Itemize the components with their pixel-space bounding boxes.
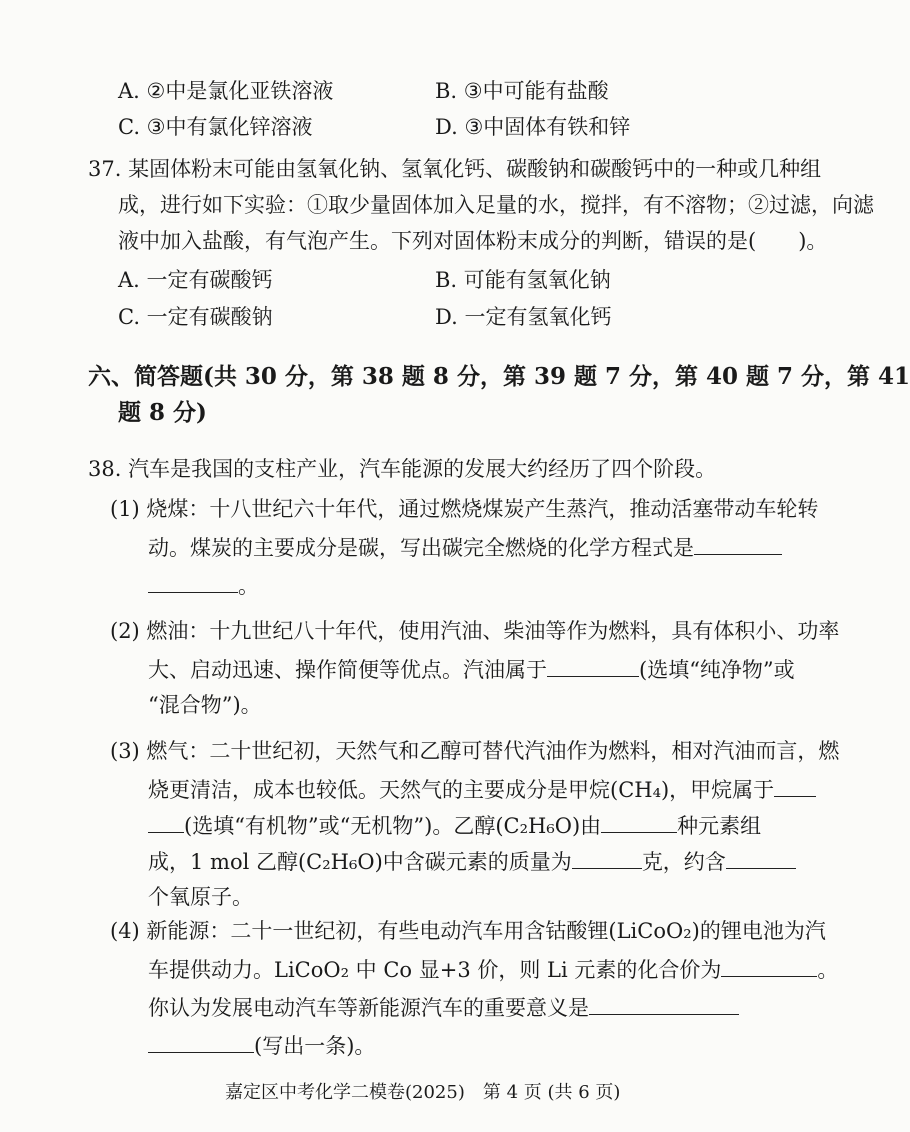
answer-blank-li-valence[interactable] [721, 954, 817, 977]
answer-blank-significance-1[interactable] [589, 992, 739, 1015]
q38-part3-text-b: (选填“有机物”或“无机物”)。乙醇(C₂H₆O)由 [184, 814, 602, 838]
answer-blank-gasoline[interactable] [547, 654, 639, 677]
q38-part3-text-c: 种元素组 [677, 814, 762, 838]
q36-option-a: A. ②中是氯化亚铁溶液 [118, 79, 334, 103]
answer-blank-equation-2[interactable] [148, 570, 238, 593]
q38-part3-line2 [148, 774, 816, 805]
q36-option-b: B. ③中可能有盐酸 [435, 79, 609, 103]
q38-part3-line5: 个氧原子。 [148, 885, 253, 909]
q38-part4-text-b: 。 [817, 958, 839, 982]
q38-part1-line3 [148, 570, 259, 601]
q37-stem-line2: 成，进行如下实验：①取少量固体加入足量的水，搅拌，有不溶物；②过滤，向滤 [118, 193, 874, 217]
q38-intro: 38. 汽车是我国的支柱产业，汽车能源的发展大约经历了四个阶段。 [88, 457, 717, 481]
q37-option-b: B. 可能有氢氧化钠 [435, 268, 611, 292]
page-footer: 嘉定区中考化学二模卷(2025) 第 4 页 (共 6 页) [225, 1082, 621, 1103]
q38-part4-line2 [148, 954, 838, 985]
q38-part3-line4 [148, 846, 796, 877]
answer-blank-significance-2[interactable] [148, 1030, 254, 1053]
q37-option-a: A. 一定有碳酸钙 [118, 268, 273, 292]
q38-part3-line3 [148, 810, 761, 841]
answer-blank-carbon-mass[interactable] [572, 846, 642, 869]
q38-part2-text-b: (选填“纯净物”或 [639, 658, 795, 682]
answer-blank-elements[interactable] [601, 810, 677, 833]
q38-part2-line2 [148, 654, 795, 685]
q38-part2-line3: “混合物”)。 [148, 693, 262, 717]
q38-part1-line1: (1) 烧煤：十八世纪六十年代，通过燃烧煤炭产生蒸汽，推动活塞带动车轮转 [110, 497, 819, 521]
q38-part4-text-d: (写出一条)。 [254, 1034, 376, 1058]
q38-part2-line1: (2) 燃油：十九世纪八十年代，使用汽油、柴油等作为燃料，具有体积小、功率 [110, 619, 840, 643]
answer-blank-methane-2[interactable] [148, 810, 184, 833]
q38-part4-line3 [148, 992, 739, 1023]
q38-part4-text-c: 你认为发展电动汽车等新能源汽车的重要意义是 [148, 996, 589, 1020]
q38-part3-line1: (3) 燃气：二十世纪初，天然气和乙醇可替代汽油作为燃料，相对汽油而言，燃 [110, 739, 840, 763]
q38-part2-text-a: 大、启动迅速、操作简便等优点。汽油属于 [148, 658, 547, 682]
answer-blank-equation-1[interactable] [694, 532, 782, 555]
section-heading-line1: 六、简答题(共 30 分，第 38 题 8 分，第 39 题 7 分，第 40 题 7 分，第 41 [88, 363, 910, 390]
q37-stem-line3: 液中加入盐酸，有气泡产生。下列对固体粉末成分的判断，错误的是( )。 [118, 229, 828, 253]
q37-option-d: D. 一定有氢氧化钙 [435, 305, 612, 329]
answer-blank-oxygen-atoms[interactable] [726, 846, 796, 869]
q38-part1-line2 [148, 532, 782, 563]
q38-part3-text-e: 克，约含 [641, 850, 726, 874]
q38-part4-line1: (4) 新能源：二十一世纪初，有些电动汽车用含钴酸锂(LiCoO₂)的锂电池为汽 [110, 919, 826, 943]
q38-part1-end: 。 [238, 574, 259, 598]
q37-stem-line1: 37. 某固体粉末可能由氢氧化钠、氢氧化钙、碳酸钠和碳酸钙中的一种或几种组 [88, 157, 822, 181]
q36-option-c: C. ③中有氯化锌溶液 [118, 115, 313, 139]
q38-part1-text: 动。煤炭的主要成分是碳，写出碳完全燃烧的化学方程式是 [148, 536, 694, 560]
q36-option-d: D. ③中固体有铁和锌 [435, 115, 631, 139]
q38-part4-line4 [148, 1030, 375, 1061]
section-heading-line2: 题 8 分) [118, 399, 207, 426]
q38-part3-text-a: 烧更清洁，成本也较低。天然气的主要成分是甲烷(CH₄)，甲烷属于 [148, 778, 775, 802]
q37-option-c: C. 一定有碳酸钠 [118, 305, 273, 329]
q38-part4-text-a: 车提供动力。LiCoO₂ 中 Co 显+3 价，则 Li 元素的化合价为 [148, 958, 722, 982]
q38-part3-text-d: 成，1 mol 乙醇(C₂H₆O)中含碳元素的质量为 [148, 850, 572, 874]
answer-blank-methane-1[interactable] [774, 774, 816, 797]
